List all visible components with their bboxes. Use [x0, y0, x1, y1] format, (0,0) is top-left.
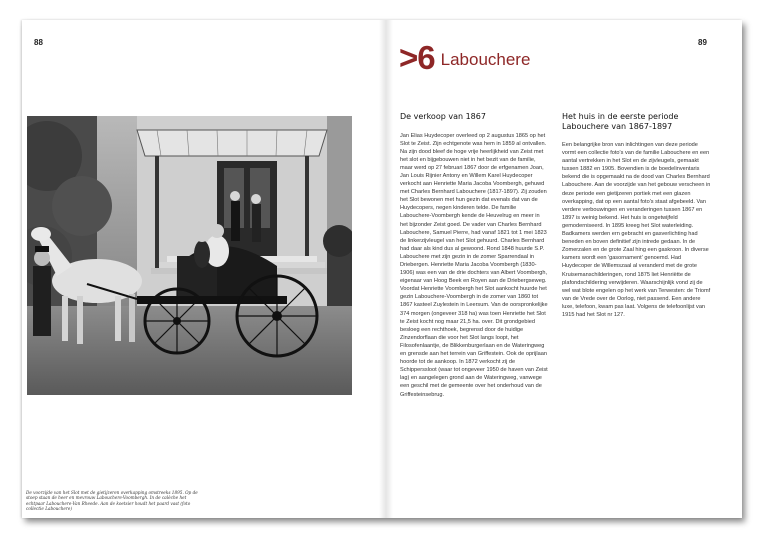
- chapter-heading: [399, 38, 530, 78]
- text-column-2: [562, 112, 712, 319]
- section-body-verkoop: Jan Elias Huydecoper overleed op 2 augustus 1865 op het Slot te Zeist. Zijn echtgenote was hem in 1859 al ontvallen. Na zijn dood bleef de hoge vrije heerlijkheid van Zeist met het slot en bijgebouwen niet in het bezit van de familie, maar werd op 27 februari 1867 door de erfgenamen Joan, Jan Louis Rijnier Antony en Willem Karel Huydecoper verkocht aan Henriette Maria Jacoba Voombergh, gehuwd met Charles Bernhard Labouchere (1817-1897). Zij zouden het Slot bewonen met hun gezin dat evenals dat van de Huydecopers, negen kinderen telde. De familie Labouchere-Voombergh kende de Heuvelrug en meer in het bijzonder Zeist goed. De vader van Charles Bernhard Labouchere, Samuel Pierre, had vanaf 1821 tot 1 mei 1823 de linkerzijvleugel van het Slot gehuurd. Charles Bernhard had daar als kind dus al gewoond. Rond 1848 huurde S.P. Labouchere met zijn gezin in de zomer Sparrendaal in Driebergen. Henriette Maria Jacoba Voombergh (1830-1906) was een van de drie dochters van Albert Voombergh, eigenaar van Hoog Beek en Royen aan de Driebergseweg. Voordat Henriette Voombergh het Slot aankocht huurde het gezin Labouchere-Voombergh in de zomer van 1860 tot 1867 kasteel Zuylestein in Leersum. Van de oorspronkelijke 374 morgen (ongeveer 318 ha) was toen Henriette het Slot te Zeist kocht nog maar 21,5 ha. over. Dit grondgebied besloeg een rechthoek, begrensd door de huidige Zinzendorflaan die voor het Slot langs loopt, het Filosofenlaantje, de Blikkenburgerlaan en de Wateringweg en grensde aan het terrein van Griffestein. Ook de oprijlaan hoorde tot de aankoop. In 1872 verkocht zij de Schipperssloot (waar tot ongeveer 1950 de haven van Zeist lag) en aangelegen grond aan de Wateringweg, vanwege een geschil met de gemeente over het onderhoud van de Griffesteinsebrug.: [400, 132, 548, 398]
- photo-caption: De voorzijde van het Slot met de gietijzeren overkapping omstreeks 1895. Op de stoep staan de heer en mevrouw Labouchere-Voombergh. In de calèche het echtpaar Labouchere-Van Rheede. Aan de koetsier houdt het paard vast (foto collectie Labouchere): [26, 490, 198, 511]
- section-heading-verkoop: De verkoop van 1867: [400, 112, 486, 121]
- carriage-photo-illustration: [27, 116, 352, 395]
- left-page-number: 88: [34, 38, 43, 47]
- section-heading-huis: Het huis in de eerste periode Labouchere van 1867-1897: [562, 112, 679, 131]
- chapter-title: Labouchere: [440, 50, 531, 69]
- historic-photo: [27, 116, 352, 395]
- chapter-number: >6: [399, 39, 435, 76]
- text-column-1: [400, 112, 548, 399]
- book-spread: [22, 20, 742, 518]
- page-gutter: [379, 20, 393, 518]
- right-page-number: 89: [698, 38, 707, 47]
- section-body-huis: Een belangrijke bron van inlichtingen van deze periode vormt een collectie foto's van de familie Labouchere en een aantal vertrekken in het Slot en de zijvleugels, gemaakt tussen 1882 en 1905. Bovendien is de boedelinventaris bekend die is opgemaakt na de dood van Charles Bernhard Labouchere. Aan de voorzijde van het gebouw verscheen in deze periode een gietijzeren portiek met een glazen overkapping, dat op een aantal foto's staat afgebeeld. Van verdere verbouwingen en veranderingen tussen 1867 en 1897 is weinig bekend. Het huis is ongetwijfeld gemoderniseerd. In 1895 kreeg het Slot waterleiding. Badkamers werden ern gebracht en gasverlichting had beneden en boven definitief zijn intrede gedaan. In de Zomerzalen en de grote Zaal hing een gaskroon. In diverse kamers wordt een 'gasornament' genoemd. Had Huydecoper de Willemszaal al veranderd met de grote Kruisemanschilderingen, rond 1875 liet Henriëtte de plafondschildering verwijderen. Waarschijnlijk vond zij de wel wat blote engelen op het werk van Terwesten: de Triomf van de Vrede over de Oorlog, niet passend. Een andere luxe, telefoon, kwam pas laat. Volgens de telefoonlijst van 1915 had het Slot nr 127.: [562, 142, 711, 318]
